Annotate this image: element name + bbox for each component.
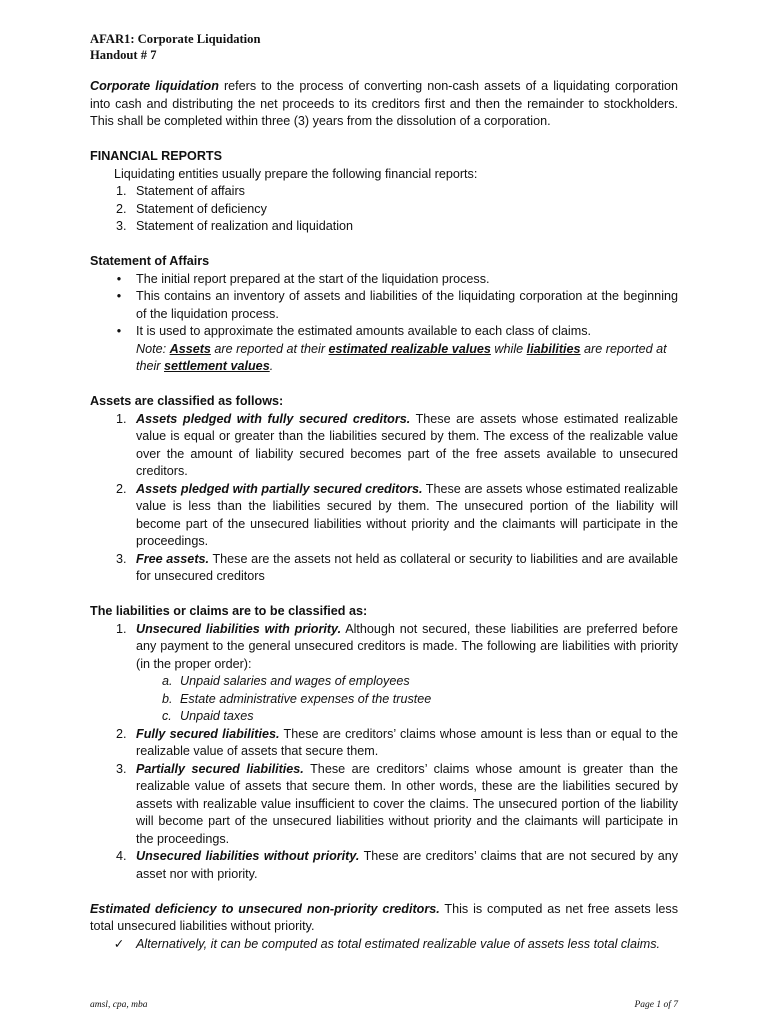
footer-page-number: Page 1 of 7 [634, 1000, 678, 1010]
document-header [90, 31, 260, 63]
header-title: AFAR1: Corporate Liquidation [90, 32, 261, 46]
liabilities-heading: The liabilities or claims are to be classified as: [90, 604, 368, 618]
list-item: 4. Unsecured liabilities without priority. These are creditors’ claims that are not secured by any asset nor with priority. [116, 849, 678, 881]
bullet-icon: • [116, 324, 122, 338]
assets-list [90, 411, 678, 586]
list-item: 3. Partially secured liabilities. These are creditors’ claims whose amount is greater than the realizable value of assets that secure them. In other words, these are the liabilities secured by assets with realizable value insufficient to cover the claims. The unsecured portion of the liability will become part of the unsecured liabilities without priority and the claimants will participate in the proceedings. [116, 761, 678, 846]
financial-reports-intro: Liquidating entities usually prepare the following financial reports: [114, 166, 478, 181]
list-item: 2. Statement of deficiency [116, 201, 267, 216]
checkmark-icon: ✓ [113, 936, 125, 951]
deficiency-paragraph: Estimated deficiency to unsecured non-priority creditors. This is computed as net free assets less total unsecured liabilities without priority. [90, 901, 678, 933]
financial-reports-heading: FINANCIAL REPORTS [90, 149, 223, 163]
sub-list-item: a. Unpaid salaries and wages of employees [162, 674, 410, 688]
list-item: 1. Unsecured liabilities with priority. Although not secured, these liabilities are preferred before any payment to the general unsecured creditors is made. The following are liabilities with priority (in the proper order): [116, 621, 678, 671]
intro-term: Corporate liquidation [90, 79, 219, 93]
list-item: • It is used to approximate the estimated amounts available to each class of claims. [90, 323, 678, 341]
header-handout-number: Handout # 7 [90, 48, 157, 62]
sub-list-item: c. Unpaid taxes [162, 709, 254, 723]
footer-author: amsl, cpa, mba [90, 1000, 148, 1010]
valuation-note: Note: Assets are reported at their estimated realizable values while liabilities are reported at their settlement values. [136, 341, 667, 373]
statement-of-affairs-list [90, 271, 678, 341]
list-item: • The initial report prepared at the start of the liquidation process. [90, 271, 678, 289]
financial-reports-list [90, 183, 678, 236]
sub-list-item: b. Estate administrative expenses of the trustee [162, 691, 432, 706]
liabilities-list [90, 621, 678, 884]
intro-paragraph [90, 78, 678, 131]
list-item: 3. Statement of realization and liquidation [116, 219, 354, 233]
bullet-icon: • [116, 271, 122, 286]
list-item: 1. Assets pledged with fully secured creditors. These are assets whose estimated realizable value is equal or greater than the liabilities secured by them. The excess of the realizable value over the amount of liability secured becomes part of the free assets available to unsecured creditors. [116, 411, 679, 478]
assets-heading: Assets are classified as follows: [90, 394, 284, 408]
list-item: 2. Assets pledged with partially secured creditors. These are assets whose estimated realizable value is less than the liabilities secured by them. The unsecured portion of the liability will become part of the unsecured liabilities without priority and the claimants will participate in the proceedings. [116, 481, 678, 548]
list-item: • This contains an inventory of assets and liabilities of the liquidating corporation at the beginning of the liquidation process. [90, 288, 678, 323]
list-item: 2. Fully secured liabilities. These are creditors’ claims whose amount is less than or equal to the realizable value of assets that secure them. [116, 726, 678, 758]
list-item: 1. Statement of affairs [116, 184, 245, 198]
bullet-icon: • [116, 289, 122, 303]
document-body [90, 78, 678, 953]
alternative-computation: ✓ Alternatively, it can be computed as total estimated realizable value of assets less total claims. [90, 936, 678, 954]
statement-of-affairs-heading: Statement of Affairs [90, 254, 210, 268]
list-item: 3. Free assets. These are the assets not held as collateral or security to liabilities and are available for unsecured creditors [116, 551, 678, 583]
intro-text: refers to the process of converting non-cash assets of a liquidating corporation into cash and distributing the net proceeds to its creditors first and then the remainder to stockholders. This shall be completed within three (3) years from the dissolution of a corporation. [90, 79, 678, 128]
